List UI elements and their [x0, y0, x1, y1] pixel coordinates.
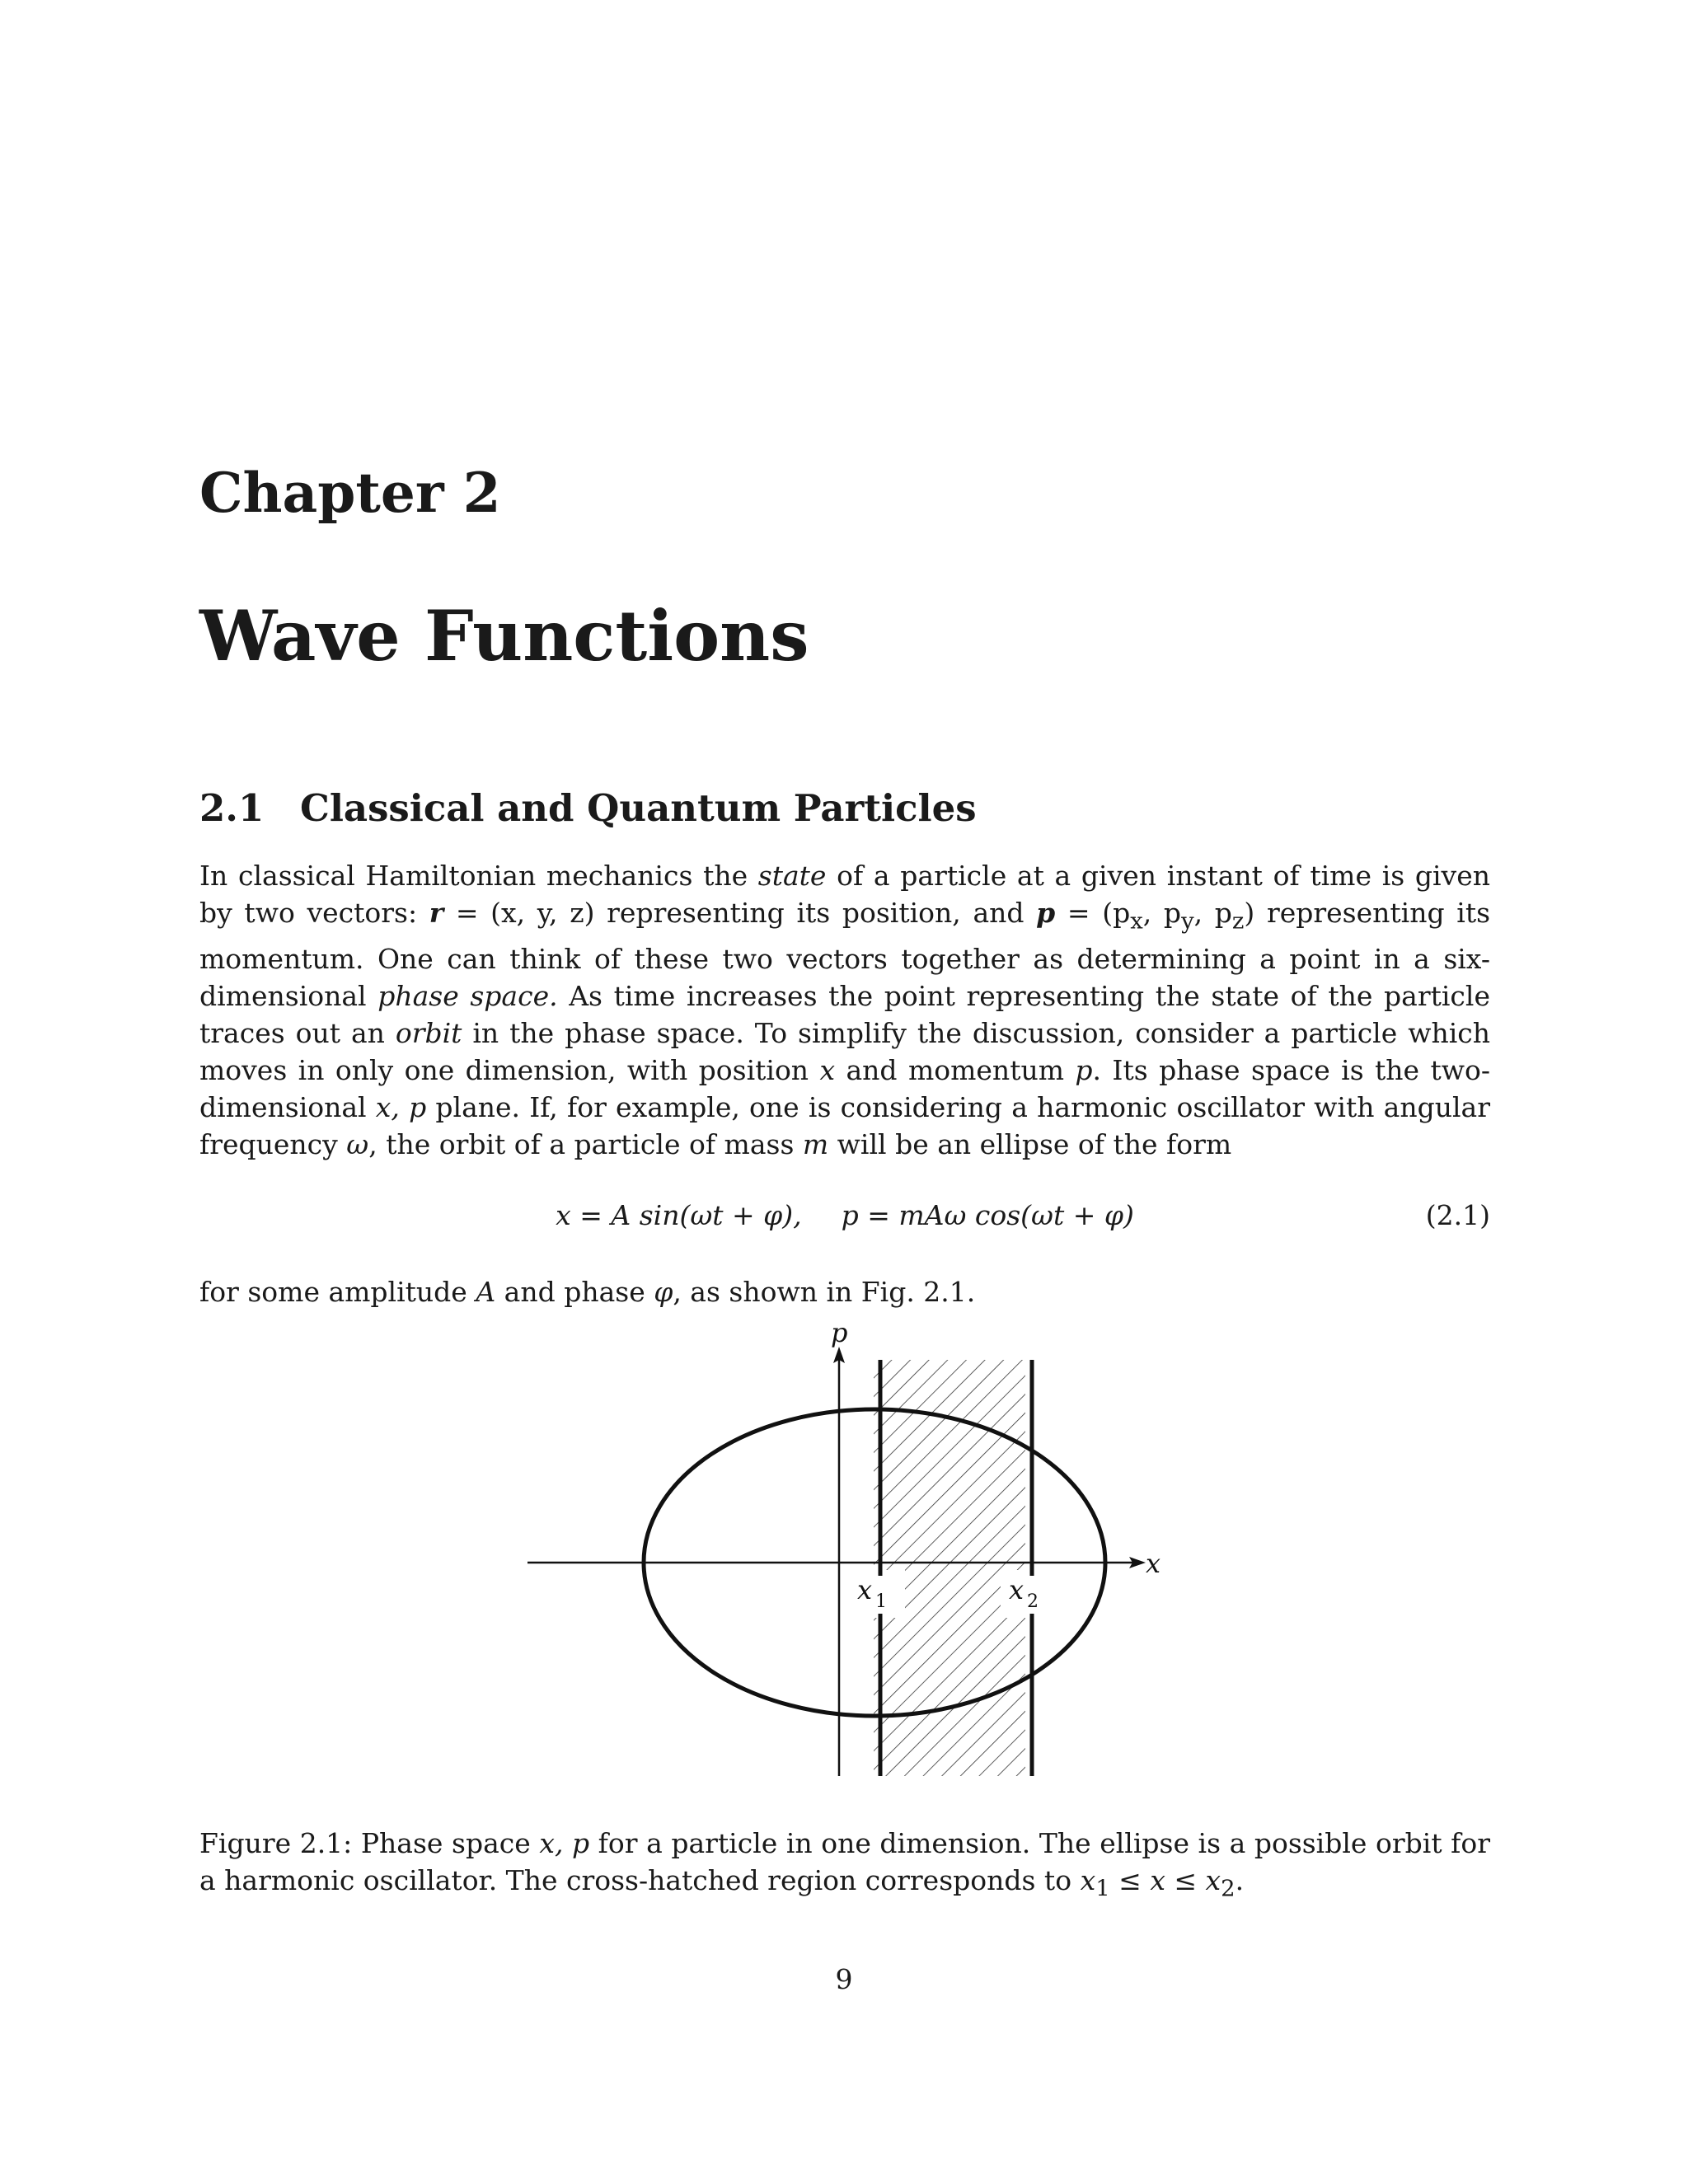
p1-text-12: plane. If, for example, one is considering a harmonic oscillator with angular frequency [199, 1090, 1490, 1160]
equation-body [199, 1197, 1490, 1234]
paragraph-2 [199, 1273, 1490, 1310]
p1-text-10: and momentum [835, 1053, 1076, 1086]
p1-vector-p: p [1036, 897, 1056, 929]
p1-emph-orbit: orbit [395, 1016, 462, 1049]
caption-text-2: for a particle in one dimension. The ellipse is a possible orbit for a harmonic oscillator. The cross-hatched region corresponds to [199, 1827, 1491, 1896]
p1-math-x: x [819, 1053, 836, 1086]
equation-number: (2.1) [1425, 1199, 1490, 1231]
phase-space-figure [0, 1319, 1688, 1797]
p1-text-9: in the phase space. To simplify the discussion, consider a particle which moves in only one dimension, with position [199, 1016, 1490, 1086]
p1-sub-y: y [1181, 907, 1194, 935]
p2-text-2: and phase [495, 1276, 654, 1308]
chapter-title: Wave Functions [199, 595, 809, 677]
p1-text-1: In classical Hamiltonian mechanics the [199, 860, 758, 892]
p1-math-p: p [1075, 1053, 1093, 1086]
equation-right: p = mAω cos(ωt + φ) [841, 1199, 1134, 1231]
chapter-label: Chapter 2 [199, 461, 501, 525]
page-number: 9 [835, 1963, 853, 1995]
p1-math-omega: ω [346, 1127, 369, 1160]
p1-text-2: of a particle at a given instant of time is given by two vectors: [199, 860, 1490, 929]
x2-label-subscript: 2 [1027, 1591, 1039, 1612]
p1-text-4: = (p [1055, 897, 1131, 929]
p1-emph-phase-space: phase space. [377, 979, 558, 1012]
figure-caption [199, 1825, 1490, 1908]
equation-left: x = A sin(ωt + φ), [556, 1199, 802, 1231]
p2-text-3: , as shown in Fig. 2.1. [673, 1276, 976, 1308]
p2-math-phi: φ [654, 1276, 673, 1308]
p1-text-13: , the orbit of a particle of mass [368, 1127, 803, 1160]
x1-label-subscript: 1 [875, 1591, 887, 1612]
p1-text-11: . Its phase space is the two-dimensional [199, 1053, 1491, 1123]
caption-text-3: . [1235, 1864, 1245, 1896]
p1-text-6: , p [1193, 897, 1232, 929]
x1-label: x [857, 1574, 873, 1605]
p1-text-7: ) representing its momentum. One can think of these two vectors together as determining a point in a six-dimensional [199, 897, 1491, 1012]
p2-math-A: A [476, 1276, 496, 1308]
caption-math-xp: x, p [539, 1827, 590, 1859]
p1-sub-z: z [1231, 907, 1245, 935]
caption-text-1: Figure 2.1: Phase space [199, 1827, 540, 1859]
p2-text-1: for some amplitude [199, 1276, 476, 1308]
caption-math-x1: x [1080, 1864, 1096, 1896]
caption-sub-2: 2 [1221, 1875, 1236, 1902]
p1-emph-state: state [757, 860, 827, 892]
p1-text-3: = (x, y, z) representing its position, and [443, 897, 1037, 929]
p1-sub-x: x [1130, 907, 1143, 935]
p1-text-5: , p [1142, 897, 1182, 929]
p1-math-xp: x, p [375, 1090, 427, 1123]
section-title: Classical and Quantum Particles [300, 786, 977, 830]
section-number: 2.1 [199, 786, 265, 830]
p-axis-label: p [831, 1319, 848, 1348]
paragraph-1 [199, 857, 1490, 1163]
equation-2-1 [199, 1197, 1490, 1234]
caption-math-ineq: ≤ x ≤ x [1109, 1864, 1221, 1896]
x-axis-label: x [1146, 1548, 1161, 1579]
caption-sub-1: 1 [1095, 1875, 1110, 1902]
p1-text-14: will be an ellipse of the form [828, 1127, 1232, 1160]
p1-vector-r: r [429, 897, 444, 929]
section-heading [199, 786, 977, 830]
p1-text-8: As time increases the point representing the state of the particle traces out an [199, 979, 1490, 1049]
p1-math-m: m [802, 1127, 829, 1160]
x2-label: x [1009, 1574, 1025, 1605]
